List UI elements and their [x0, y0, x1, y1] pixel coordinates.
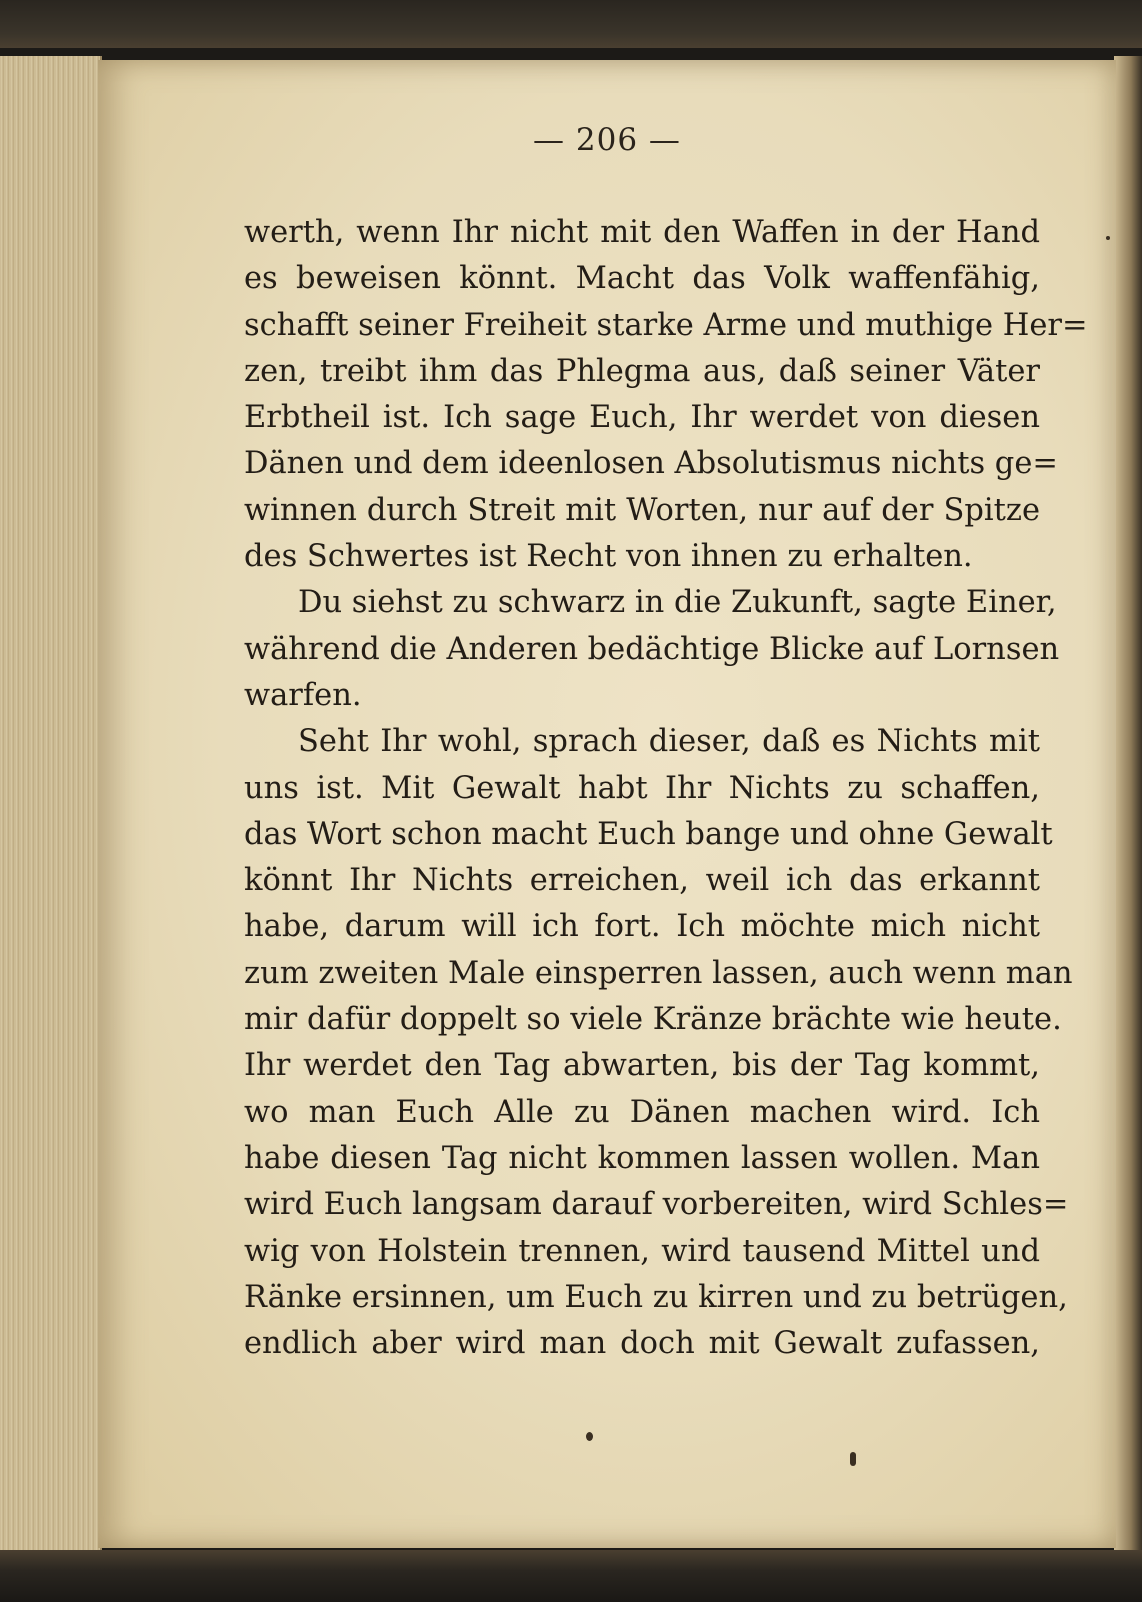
text-line: wig von Holstein trennen, wird tausend Mittel und — [244, 1233, 1040, 1269]
text-line: werth, wenn Ihr nicht mit den Waffen in der Hand — [244, 215, 1040, 250]
text-line: Erbtheil ist. Ich sage Euch, Ihr werdet von diesen — [244, 400, 1040, 436]
book-cover-top-edge — [0, 0, 1142, 48]
text-line: zen, treibt ihm das Phlegma aus, daß seiner Väter — [244, 353, 1040, 389]
text-line: Dänen und dem ideenlosen Absolutismus nichts ge= — [244, 446, 1058, 482]
text-line: das Wort schon macht Euch bange und ohne Gewalt — [244, 816, 1053, 852]
ink-speck — [850, 1452, 856, 1466]
text-line: uns ist. Mit Gewalt habt Ihr Nichts zu schaffen, — [244, 770, 1040, 806]
text-line: winnen durch Streit mit Worten, nur auf der Spitze — [244, 492, 1040, 528]
text-line: Ränke ersinnen, um Euch zu kirren und zu betrügen, — [244, 1279, 1068, 1315]
text-line: Du siehst zu schwarz in die Zukunft, sagte Einer, — [298, 585, 1057, 621]
page-number: — 206 — — [533, 122, 681, 158]
book-cover-bottom-edge — [0, 1550, 1142, 1602]
text-line: während die Anderen bedächtige Blicke auf Lornsen — [244, 631, 1060, 667]
text-line: wird Euch langsam darauf vorbereiten, wird Schles= — [244, 1187, 1069, 1223]
text-line: Seht Ihr wohl, sprach dieser, daß es Nichts mit — [298, 724, 1040, 760]
text-line: Ihr werdet den Tag abwarten, bis der Tag kommt, — [244, 1048, 1040, 1084]
page-right-edge — [1114, 56, 1142, 1552]
text-line: warfen. — [244, 677, 362, 713]
text-line: schafft seiner Freiheit starke Arme und muthige Her= — [244, 307, 1088, 343]
ink-speck — [586, 1432, 593, 1441]
text-line: endlich aber wird man doch mit Gewalt zufassen, — [244, 1326, 1040, 1362]
page-text — [244, 210, 1088, 1367]
ink-speck — [1106, 236, 1110, 240]
text-line: des Schwertes ist Recht von ihnen zu erhalten. — [244, 539, 973, 575]
page-stack-edge — [0, 56, 102, 1552]
text-line: wo man Euch Alle zu Dänen machen wird. Ich — [244, 1094, 1040, 1130]
text-line: könnt Ihr Nichts erreichen, weil ich das erkannt — [244, 863, 1040, 899]
text-line: mir dafür doppelt so viele Kränze brächte wie heute. — [244, 1002, 1062, 1038]
text-line: es beweisen könnt. Macht das Volk waffenfähig, — [244, 261, 1040, 297]
book-page — [98, 60, 1116, 1548]
text-line: habe diesen Tag nicht kommen lassen wollen. Man — [244, 1140, 1040, 1176]
text-line: zum zweiten Male einsperren lassen, auch wenn man — [244, 955, 1073, 991]
text-line: habe, darum will ich fort. Ich möchte mich nicht — [244, 909, 1040, 945]
